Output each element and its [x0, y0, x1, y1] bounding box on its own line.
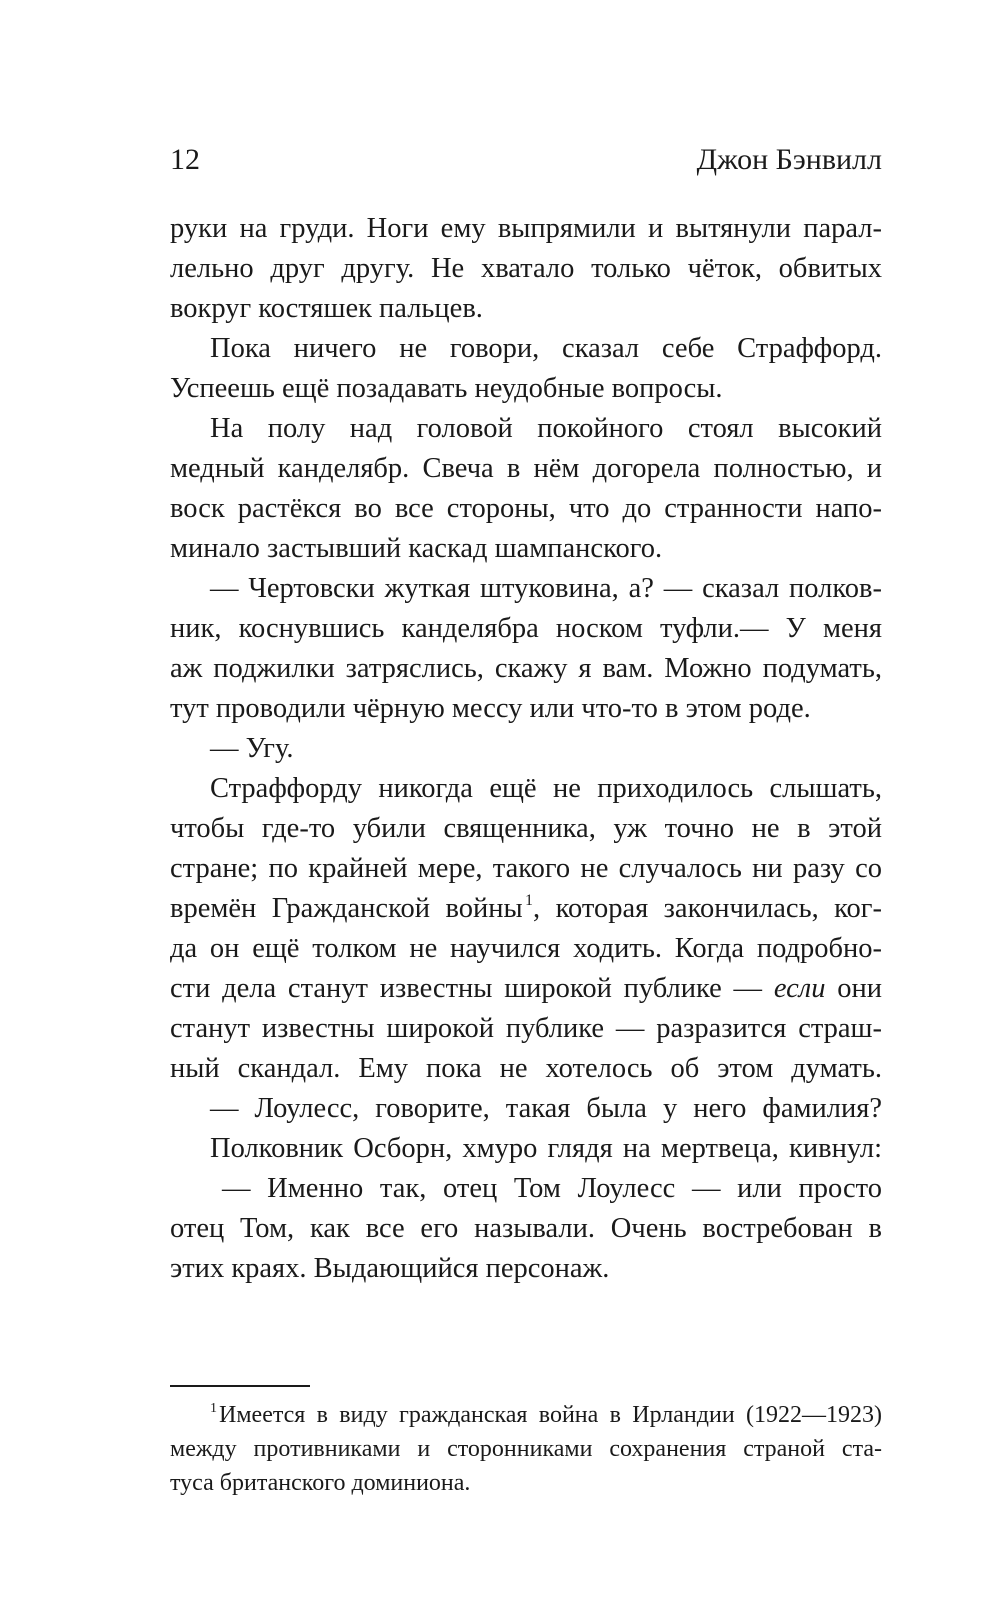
- body-line: этих краях. Выдающийся персонаж.: [170, 1253, 610, 1284]
- body-line: стране; по крайней мере, такого не случалось ни разу со: [170, 853, 882, 884]
- body-line: — Угу.: [210, 733, 294, 764]
- body-line-text: времён Гражданской войны: [170, 893, 523, 924]
- body-line: [170, 888, 882, 929]
- body-line-text: они: [837, 973, 882, 1004]
- body-line-text: сти дела станут известны широкой публике —: [170, 973, 763, 1004]
- emphasis-text: если: [773, 973, 826, 1004]
- body-line: чтобы где-то убили священника, уж точно не в этой: [170, 813, 882, 844]
- body-line: тут проводили чёрную мессу или что-то в этом роде.: [170, 693, 811, 724]
- body-line: — Чертовски жуткая штуковина, а? — сказал полков-: [210, 573, 882, 604]
- footnote-marker: 1: [210, 1401, 217, 1416]
- footnote-reference: 1: [525, 892, 533, 909]
- body-line: Страффорду никогда ещё не приходилось слышать,: [210, 773, 882, 804]
- body-line: лельно друг другу. Не хватало только чёток, обвитых: [170, 253, 882, 284]
- footnote-divider: [170, 1385, 310, 1387]
- footnote-line: между противниками и сторонниками сохранения страной ста-: [170, 1436, 882, 1462]
- body-line: станут известны широкой публике — разразится страш-: [170, 1013, 882, 1044]
- body-line: воск растёкся во все стороны, что до странности напо-: [170, 493, 882, 524]
- body-line: ный скандал. Ему пока не хотелось об этом думать.: [170, 1053, 882, 1084]
- body-line: — Именно так, отец Том Лоулесс — или просто: [222, 1173, 882, 1204]
- body-line: Полковник Осборн, хмуро глядя на мертвеца, кивнул:: [210, 1133, 882, 1164]
- body-line: ник, коснувшись канделябра носком туфли.— У меня: [170, 613, 882, 644]
- footnote-line: [210, 1398, 882, 1432]
- footnote-line: туса британского доминиона.: [170, 1470, 471, 1496]
- body-line: Пока ничего не говори, сказал себе Страффорд.: [210, 333, 882, 364]
- body-line: да он ещё толком не научился ходить. Когда подробно-: [170, 933, 882, 964]
- body-line: — Лоулесс, говорите, такая была у него фамилия?: [210, 1093, 882, 1124]
- body-line-text: , которая закончилась, ког-: [533, 893, 882, 924]
- body-line: медный канделябр. Свеча в нём догорела полностью, и: [170, 453, 882, 484]
- body-line: вокруг костяшек пальцев.: [170, 293, 483, 324]
- running-head: [170, 138, 882, 182]
- body-line: минало застывший каскад шампанского.: [170, 533, 663, 564]
- body-line: На полу над головой покойного стоял высокий: [210, 413, 882, 444]
- body-line: отец Том, как все его называли. Очень востребован в: [170, 1213, 882, 1244]
- header-author: Джон Бэнвилл: [696, 143, 882, 176]
- body-line: [170, 968, 882, 1009]
- body-line: Успеешь ещё позадавать неудобные вопросы.: [170, 373, 723, 404]
- body-line: руки на груди. Ноги ему выпрямили и вытянули парал-: [170, 213, 882, 244]
- body-line: аж поджилки затряслись, скажу я вам. Можно подумать,: [170, 653, 882, 684]
- footnote-text: Имеется в виду гражданская война в Ирландии (1922—1923): [219, 1402, 882, 1428]
- page-number: 12: [170, 143, 200, 176]
